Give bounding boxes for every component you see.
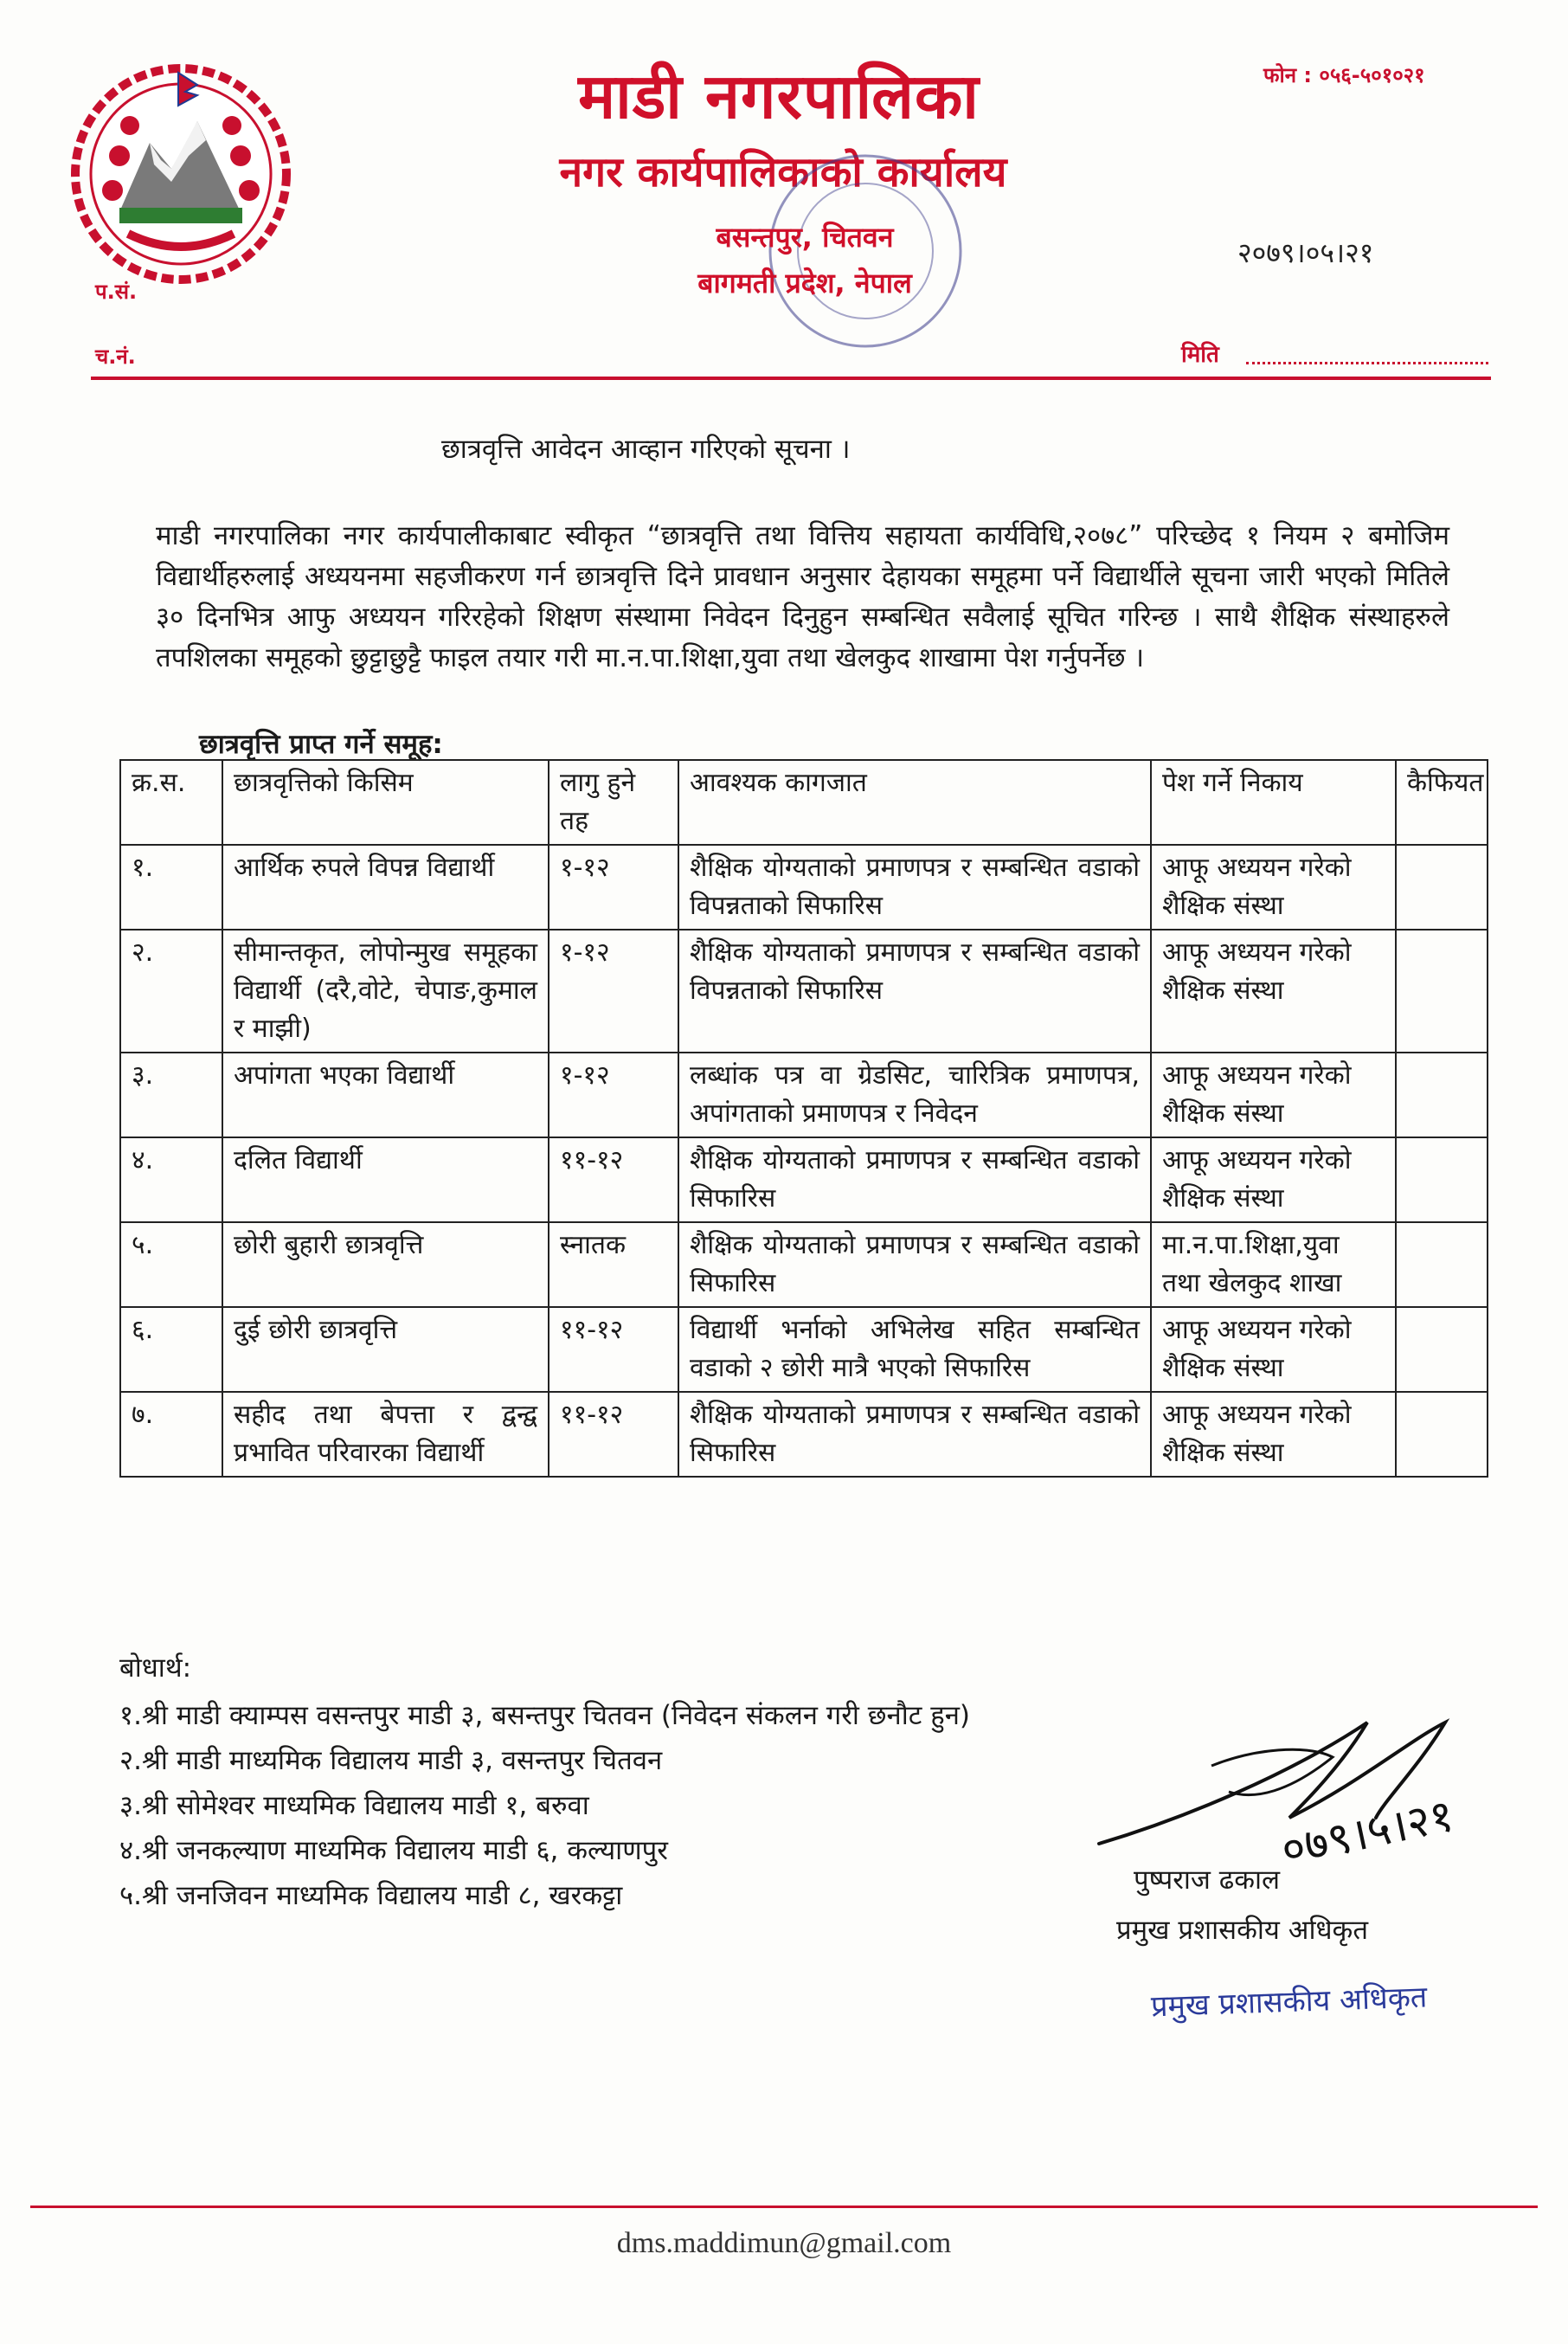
notice-title: छात्रवृत्ति आवेदन आव्हान गरिएको सूचना ।: [441, 434, 851, 465]
cell-remarks: [1396, 1053, 1488, 1137]
org-name: माडी नगरपालिका: [578, 60, 980, 132]
cell-remarks: [1396, 1137, 1488, 1222]
designation-stamp: प्रमुख प्रशासकीय अधिकृत: [1150, 1980, 1428, 2025]
cell-level: ११-१२: [549, 1392, 678, 1477]
footer-divider: [30, 2206, 1538, 2208]
cell-level: ११-१२: [549, 1137, 678, 1222]
cell-serial: ४.: [120, 1137, 222, 1222]
cell-type: दुई छोरी छात्रवृत्ति: [222, 1307, 549, 1392]
table-row: [120, 930, 1488, 1053]
cell-submit-to: मा.न.पा.शिक्षा,युवा तथा खेलकुद शाखा: [1151, 1222, 1396, 1307]
cell-level: १-१२: [549, 1053, 678, 1137]
cell-serial: ५.: [120, 1222, 222, 1307]
cell-documents: शैक्षिक योग्यताको प्रमाणपत्र र सम्बन्धित वडाको सिफारिस: [678, 1392, 1151, 1477]
cc-item: १.श्री माडी क्याम्पस वसन्तपुर माडी ३, बसन्तपुर चितवन (निवेदन संकलन गरी छनौट हुन): [119, 1700, 970, 1731]
scholarship-table: [119, 759, 1488, 1478]
header-documents: आवश्यक कागजात: [678, 760, 1151, 845]
cell-serial: ७.: [120, 1392, 222, 1477]
cc-item: ५.श्री जनजिवन माध्यमिक विद्यालय माडी ८, खरकट्टा: [119, 1880, 623, 1911]
nepal-government-emblem-icon: [67, 61, 294, 287]
date-label: मिति: [1181, 342, 1219, 368]
cell-documents: लब्धांक पत्र वा ग्रेडसिट, चारित्रिक प्रमाणपत्र, अपांगताको प्रमाणपत्र र निवेदन: [678, 1053, 1151, 1137]
address-line-1: बसन्तपुर, चितवन: [716, 221, 894, 254]
cell-documents: विद्यार्थी भर्नाको अभिलेख सहित सम्बन्धित वडाको २ छोरी मात्रै भएको सिफारिस: [678, 1307, 1151, 1392]
cc-item: २.श्री माडी माध्यमिक विद्यालय माडी ३, वसन्तपुर चितवन: [119, 1745, 663, 1776]
office-name: नगर कार्यपालिकाको कार्यालय: [559, 148, 1007, 196]
cell-remarks: [1396, 845, 1488, 930]
header-type: छात्रवृत्तिको किसिम: [222, 760, 549, 845]
group-heading: छात्रवृत्ति प्राप्त गर्ने समूह:: [199, 729, 443, 760]
table-row: [120, 1392, 1488, 1477]
cell-type: अपांगता भएका विद्यार्थी: [222, 1053, 549, 1137]
cell-type: दलित विद्यार्थी: [222, 1137, 549, 1222]
notice-body: माडी नगरपालिका नगर कार्यपालीकाबाट स्वीकृत “छात्रवृत्ति तथा वित्तिय सहायता कार्यविधि,२०७८” परिच्छेद १ नियम २ बमोजिम विद्यार्थीहरुलाई अध्ययनमा सहजीकरण गर्न छात्रवृत्ति दिने प्रावधान अनुसार देहायका समूहमा पर्ने विद्यार्थीले सूचना जारी भएको मितिले ३० दिनभित्र आफु अध्ययन गरिरहेको शिक्षण संस्थामा निवेदन दिनुहुन सम्बन्धित सवैलाई सूचित गरिन्छ । साथै शैक्षिक संस्थाहरुले तपशिलका समूहको छुट्टाछुट्टै फाइल तयार गरी मा.न.पा.शिक्षा,युवा तथा खेलकुद शाखामा पेश गर्नुपर्नेछ ।: [156, 520, 1449, 673]
cell-level: स्नातक: [549, 1222, 678, 1307]
cc-item: ४.श्री जनकल्याण माध्यमिक विद्यालय माडी ६, कल्याणपुर: [119, 1835, 668, 1866]
cell-submit-to: आफू अध्ययन गरेको शैक्षिक संस्था: [1151, 930, 1396, 1053]
header-submit-to: पेश गर्ने निकाय: [1151, 760, 1396, 845]
cell-documents: शैक्षिक योग्यताको प्रमाणपत्र र सम्बन्धित वडाको विपन्नताको सिफारिस: [678, 845, 1151, 930]
cell-submit-to: आफू अध्ययन गरेको शैक्षिक संस्था: [1151, 1307, 1396, 1392]
phone-number: फोन : ०५६-५०१०२१: [1263, 63, 1425, 87]
cell-remarks: [1396, 930, 1488, 1053]
signature-icon: [1082, 1671, 1532, 1887]
cell-submit-to: आफू अध्ययन गरेको शैक्षिक संस्था: [1151, 1392, 1396, 1477]
cell-submit-to: आफू अध्ययन गरेको शैक्षिक संस्था: [1151, 1053, 1396, 1137]
signer-name: पुष्पराज ढकाल: [1134, 1864, 1281, 1896]
cell-level: १-१२: [549, 930, 678, 1053]
cell-remarks: [1396, 1222, 1488, 1307]
address-line-2: बागमती प्रदेश, नेपाल: [697, 267, 912, 299]
cell-serial: ६.: [120, 1307, 222, 1392]
header-remarks: कैफियत: [1396, 760, 1488, 845]
table-header-row: [120, 760, 1488, 845]
header-divider: [91, 377, 1491, 380]
cell-remarks: [1396, 1392, 1488, 1477]
table-row: [120, 1222, 1488, 1307]
cc-item: ३.श्री सोमेश्वर माध्यमिक विद्यालय माडी १, बरुवा: [119, 1790, 589, 1821]
handwritten-date: २०७९।०५।२१: [1237, 236, 1374, 269]
cell-submit-to: आफू अध्ययन गरेको शैक्षिक संस्था: [1151, 845, 1396, 930]
cell-type: आर्थिक रुपले विपन्न विद्यार्थी: [222, 845, 549, 930]
signature-date: ०७९।५।२१: [1276, 1789, 1459, 1877]
header-level: लागु हुने तह: [549, 760, 678, 845]
cell-serial: ३.: [120, 1053, 222, 1137]
cell-remarks: [1396, 1307, 1488, 1392]
reference-label: प.सं.: [95, 280, 138, 304]
signer-designation: प्रमुख प्रशासकीय अधिकृत: [1116, 1915, 1369, 1946]
cc-heading: बोधार्थ:: [119, 1652, 192, 1684]
cell-serial: २.: [120, 930, 222, 1053]
table-row: [120, 1053, 1488, 1137]
cell-documents: शैक्षिक योग्यताको प्रमाणपत्र र सम्बन्धित वडाको विपन्नताको सिफारिस: [678, 930, 1151, 1053]
cell-serial: १.: [120, 845, 222, 930]
footer-email: dms.maddimun@gmail.com: [616, 2227, 952, 2259]
header-serial: क्र.स.: [120, 760, 222, 845]
cell-level: १-१२: [549, 845, 678, 930]
cell-type: सीमान्तकृत, लोपोन्मुख समूहका विद्यार्थी (दरै,वोटे, चेपाङ,कुमाल र माझी): [222, 930, 549, 1053]
cell-type: छोरी बुहारी छात्रवृत्ति: [222, 1222, 549, 1307]
table-row: [120, 1137, 1488, 1222]
cell-documents: शैक्षिक योग्यताको प्रमाणपत्र र सम्बन्धित वडाको सिफारिस: [678, 1137, 1151, 1222]
table-row: [120, 1307, 1488, 1392]
dispatch-label: च.नं.: [95, 345, 136, 369]
table-row: [120, 845, 1488, 930]
cell-submit-to: आफू अध्ययन गरेको शैक्षिक संस्था: [1151, 1137, 1396, 1222]
cell-documents: शैक्षिक योग्यताको प्रमाणपत्र र सम्बन्धित वडाको सिफारिस: [678, 1222, 1151, 1307]
cell-level: ११-१२: [549, 1307, 678, 1392]
cell-type: सहीद तथा बेपत्ता र द्वन्द्व प्रभावित परिवारका विद्यार्थी: [222, 1392, 549, 1477]
date-blank-line: [1246, 341, 1488, 364]
